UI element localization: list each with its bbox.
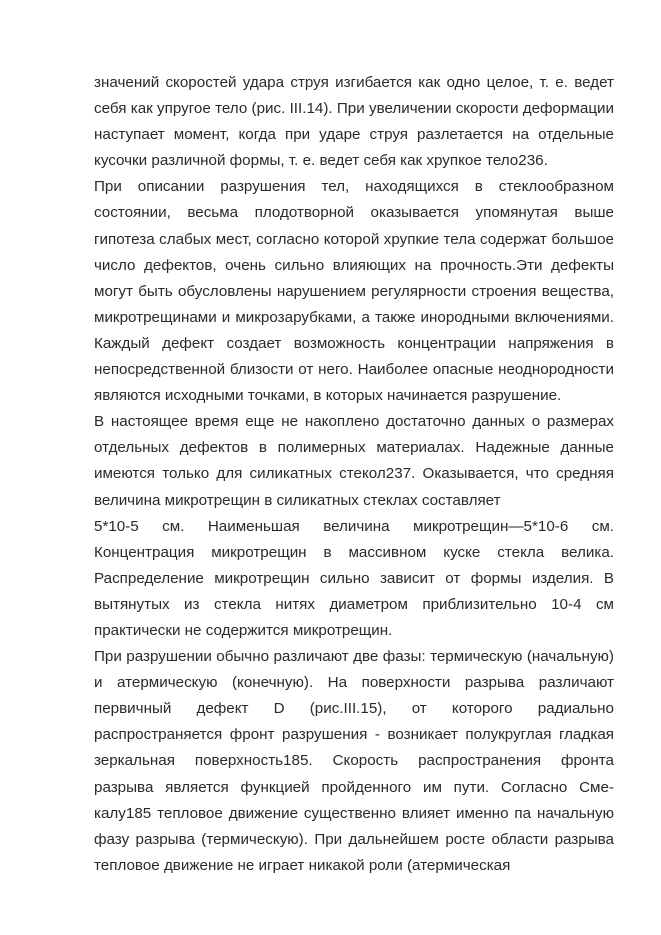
paragraph-2: При описании разрушения тел, находящихся в стеклообразном состоянии, весьма плодотворной оказывается упомянутая выше гипотеза слабых мест, согласно которой хрупкие тела содержат большое число дефектов, очень сильно влияющих на прочность.Эти дефекты могут быть обусловлены нарушением регулярности строения вещества, микротрещинами и микрозарубками, а также инородными включениями. Каждый дефект создает возможность концентрации напряжения в непосредственной близости от него. Наиболее опасные неоднородности являются исходными точками, в которых начинается разрушение. — [94, 178, 614, 405]
paragraph-1: значений скоростей удара струя изгибается как одно целое, т. е. ведет себя как упругое тело (рис. III.14). При увеличении скорости деформации наступает момент, когда при ударе струя разлетается на отдельные кусочки различной формы, т. е. ведет себя как хрупкое тело236. — [94, 74, 614, 170]
paragraph-5: При разрушении обычно различают две фазы: термическую (начальную) и атермическую (конечную). На поверхности разрыва различают первичный дефект D (рис.III.15), от которого радиально распространяется фронт разрушения - возникает полукруглая гладкая зеркальная поверхность185. Скорость распространения фронта разрыва является функцией пройденного им пути. Согласно Сме-калу185 тепловое движение существенно влияет именно па начальную фазу разрыва (термическую). При дальнейшем росте области разрыва тепловое движение не играет никакой роли (атермическая — [94, 648, 614, 874]
paragraph-4: 5*10-5 см. Наименьшая величина микротрещин—5*10-6 см. Концентрация микротрещин в массивном куске стекла велика. Распределение микротрещин сильно зависит от формы изделия. В вытянутых из стекла нитях диаметром приблизительно 10-4 см практически не содержится микротрещин. — [94, 517, 614, 639]
paragraph-3: В настоящее время еще не накоплено достаточно данных о размерах отдельных дефектов в полимерных материалах. Надежные данные имеются только для силикатных стекол237. Оказывается, что средняя величина микротрещин в силикатных стеклах составляет — [94, 413, 614, 509]
document-page — [94, 70, 614, 879]
